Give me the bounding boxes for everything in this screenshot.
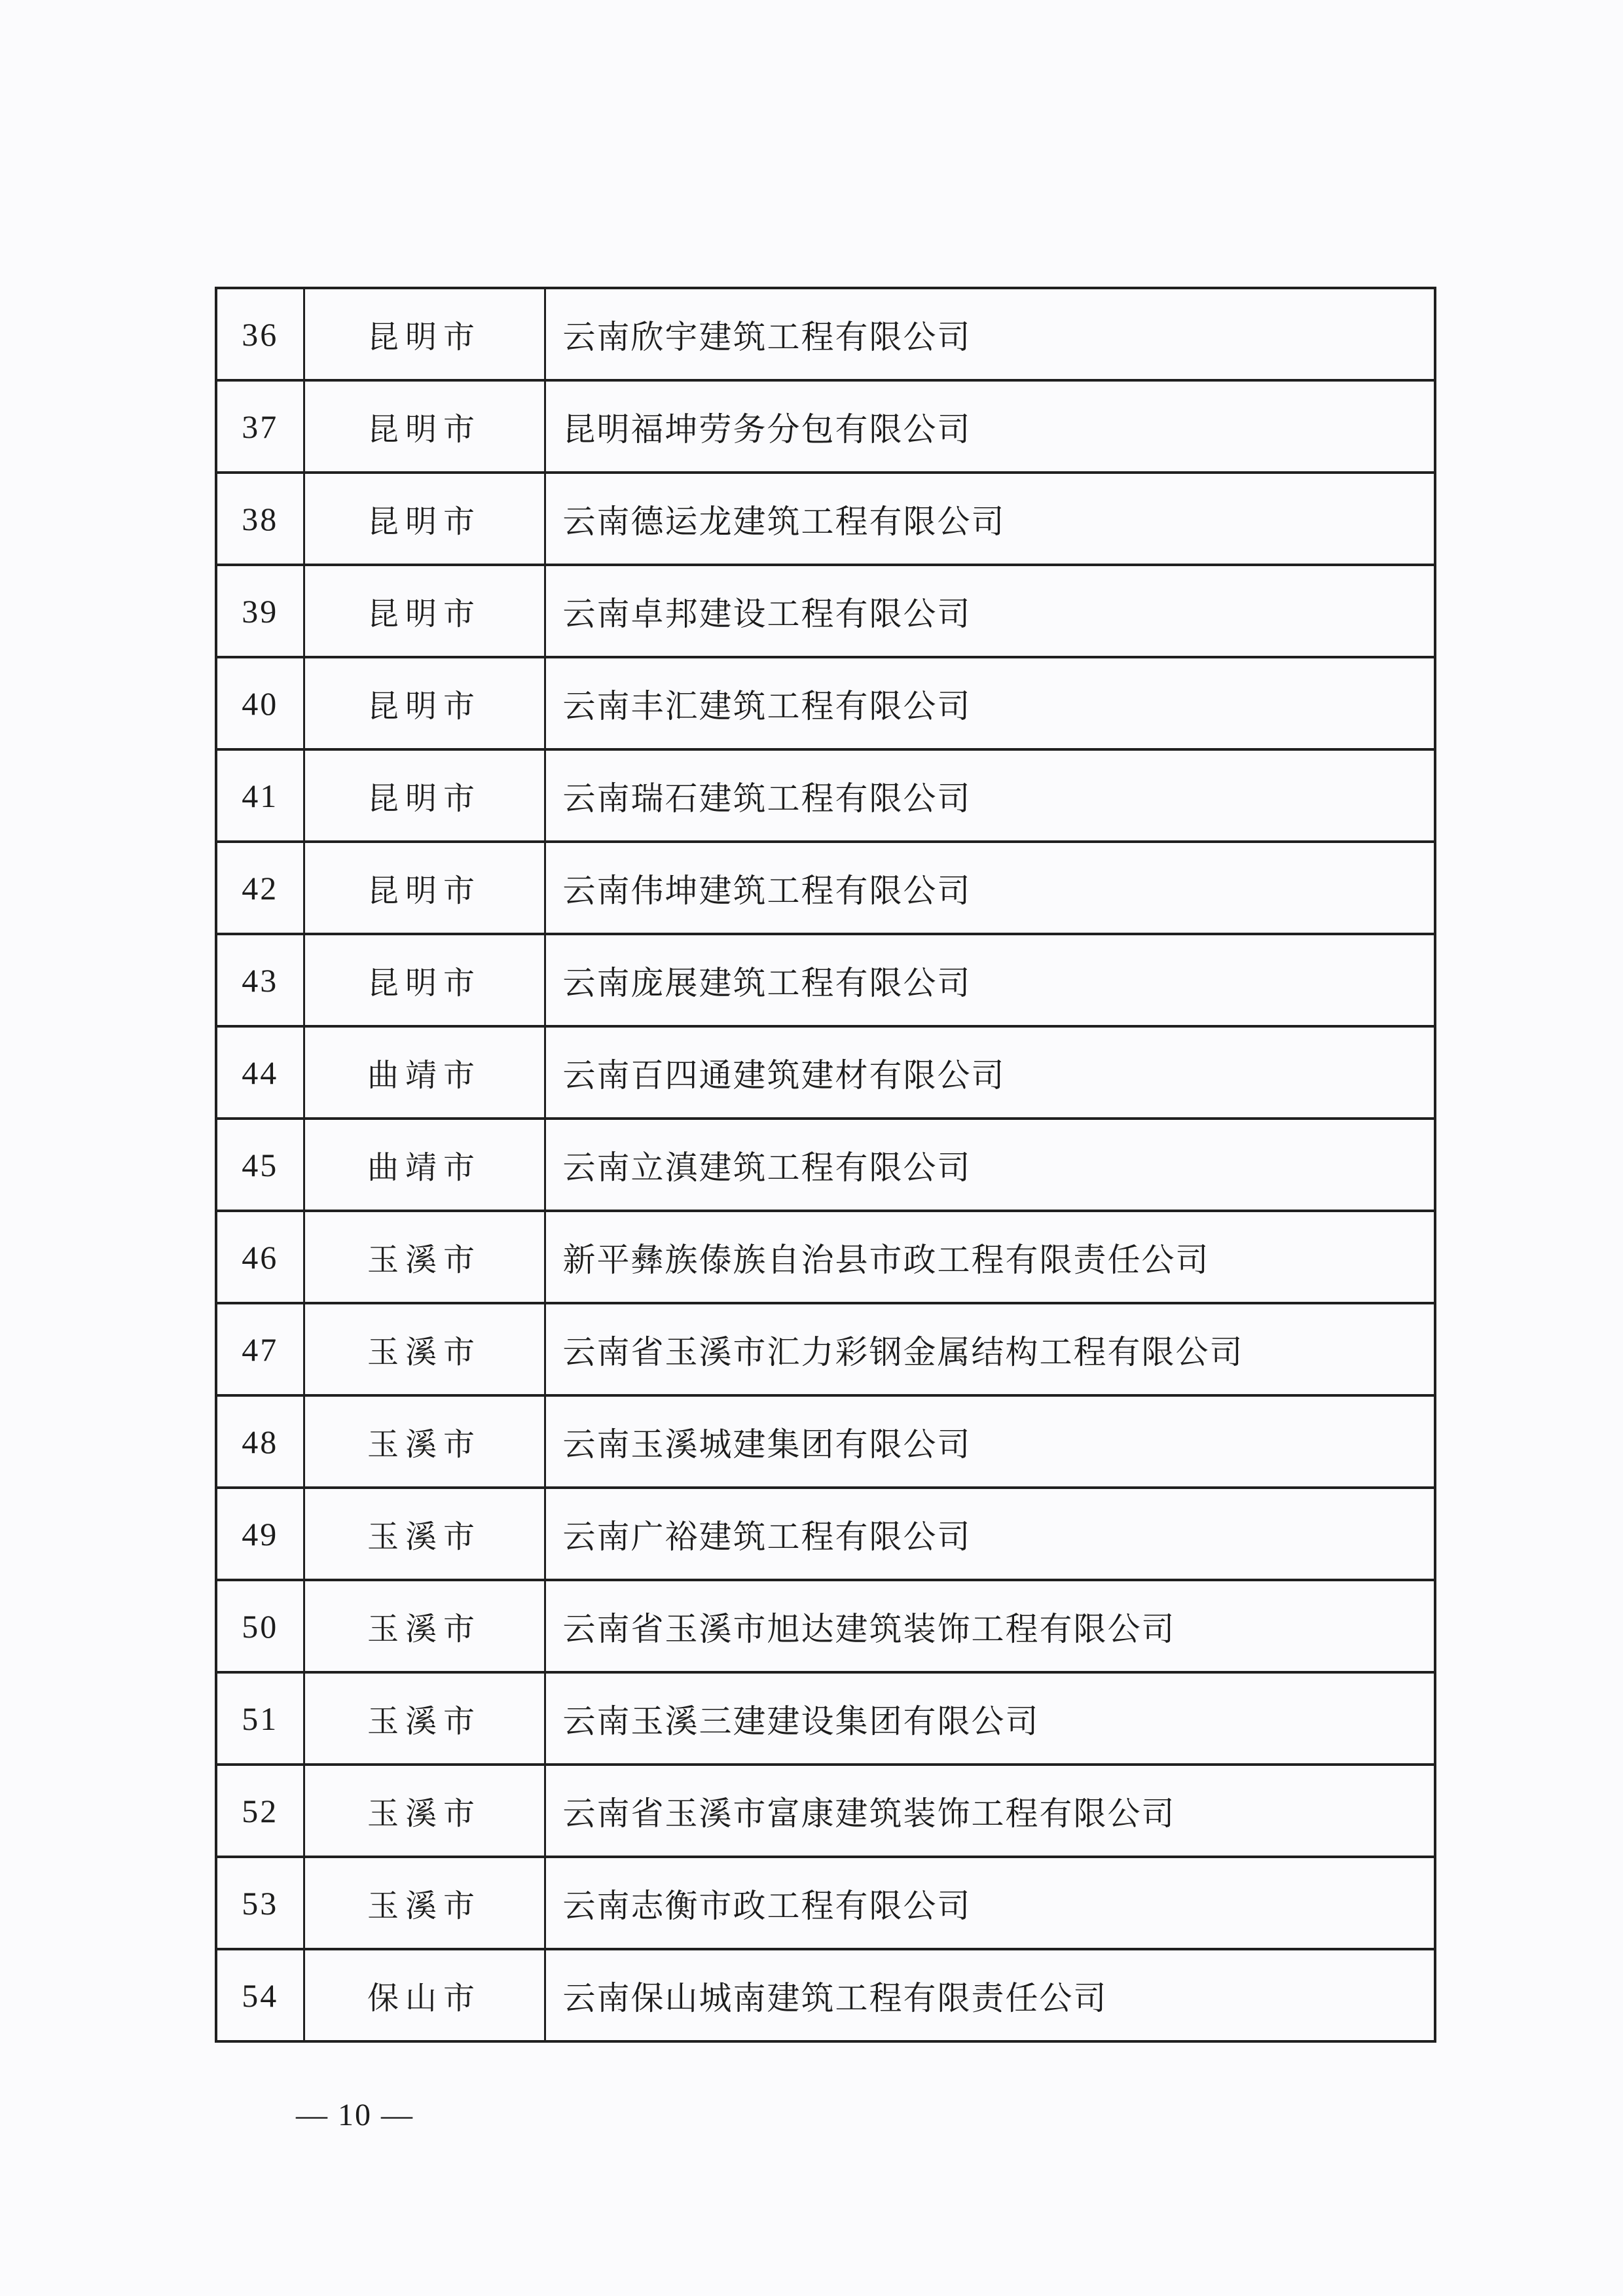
row-number-cell: 54 xyxy=(216,1949,304,2041)
company-cell: 云南瑞石建筑工程有限公司 xyxy=(545,749,1435,842)
company-cell: 云南卓邦建设工程有限公司 xyxy=(545,565,1435,657)
city-cell: 玉溪市 xyxy=(304,1857,545,1949)
company-cell: 云南省玉溪市旭达建筑装饰工程有限公司 xyxy=(545,1580,1435,1672)
row-number-cell: 38 xyxy=(216,473,304,565)
city-cell: 昆明市 xyxy=(304,288,545,380)
row-number-cell: 53 xyxy=(216,1857,304,1949)
company-cell: 云南广裕建筑工程有限公司 xyxy=(545,1488,1435,1580)
table-row xyxy=(216,380,1435,473)
row-number-cell: 39 xyxy=(216,565,304,657)
city-cell: 昆明市 xyxy=(304,565,545,657)
company-cell: 云南伟坤建筑工程有限公司 xyxy=(545,842,1435,934)
company-cell: 云南玉溪城建集团有限公司 xyxy=(545,1395,1435,1488)
table-row xyxy=(216,565,1435,657)
row-number-cell: 47 xyxy=(216,1303,304,1395)
city-cell: 玉溪市 xyxy=(304,1580,545,1672)
row-number-cell: 45 xyxy=(216,1119,304,1211)
table-row xyxy=(216,934,1435,1026)
city-cell: 玉溪市 xyxy=(304,1765,545,1857)
row-number-cell: 48 xyxy=(216,1395,304,1488)
company-table xyxy=(215,287,1436,2043)
company-cell: 云南德运龙建筑工程有限公司 xyxy=(545,473,1435,565)
table-row xyxy=(216,1303,1435,1395)
company-cell: 云南丰汇建筑工程有限公司 xyxy=(545,657,1435,749)
city-cell: 玉溪市 xyxy=(304,1303,545,1395)
city-cell: 曲靖市 xyxy=(304,1119,545,1211)
row-number-cell: 50 xyxy=(216,1580,304,1672)
table-row xyxy=(216,1211,1435,1303)
table-row xyxy=(216,1026,1435,1119)
company-cell: 云南省玉溪市汇力彩钢金属结构工程有限公司 xyxy=(545,1303,1435,1395)
table-row xyxy=(216,1857,1435,1949)
city-cell: 曲靖市 xyxy=(304,1026,545,1119)
table-row xyxy=(216,1580,1435,1672)
page-footer: — 10 — xyxy=(296,2098,414,2132)
table-row xyxy=(216,1395,1435,1488)
company-cell: 云南保山城南建筑工程有限责任公司 xyxy=(545,1949,1435,2041)
table-row xyxy=(216,1949,1435,2041)
city-cell: 玉溪市 xyxy=(304,1672,545,1765)
city-cell: 昆明市 xyxy=(304,842,545,934)
company-cell: 云南庞展建筑工程有限公司 xyxy=(545,934,1435,1026)
table-row xyxy=(216,1488,1435,1580)
row-number-cell: 46 xyxy=(216,1211,304,1303)
row-number-cell: 49 xyxy=(216,1488,304,1580)
city-cell: 玉溪市 xyxy=(304,1395,545,1488)
company-cell: 云南省玉溪市富康建筑装饰工程有限公司 xyxy=(545,1765,1435,1857)
city-cell: 玉溪市 xyxy=(304,1211,545,1303)
table-row xyxy=(216,1119,1435,1211)
table-row xyxy=(216,1765,1435,1857)
company-cell: 云南立滇建筑工程有限公司 xyxy=(545,1119,1435,1211)
table-row xyxy=(216,657,1435,749)
city-cell: 昆明市 xyxy=(304,934,545,1026)
company-cell: 云南百四通建筑建材有限公司 xyxy=(545,1026,1435,1119)
row-number-cell: 41 xyxy=(216,749,304,842)
row-number-cell: 36 xyxy=(216,288,304,380)
company-cell: 新平彝族傣族自治县市政工程有限责任公司 xyxy=(545,1211,1435,1303)
row-number-cell: 51 xyxy=(216,1672,304,1765)
company-cell: 云南玉溪三建建设集团有限公司 xyxy=(545,1672,1435,1765)
row-number-cell: 40 xyxy=(216,657,304,749)
company-cell: 云南欣宇建筑工程有限公司 xyxy=(545,288,1435,380)
company-table-body xyxy=(216,288,1435,2041)
city-cell: 昆明市 xyxy=(304,657,545,749)
table-row xyxy=(216,749,1435,842)
table-row xyxy=(216,288,1435,380)
city-cell: 保山市 xyxy=(304,1949,545,2041)
city-cell: 昆明市 xyxy=(304,473,545,565)
row-number-cell: 42 xyxy=(216,842,304,934)
table-row xyxy=(216,842,1435,934)
row-number-cell: 52 xyxy=(216,1765,304,1857)
table-row xyxy=(216,1672,1435,1765)
table-row xyxy=(216,473,1435,565)
company-cell: 昆明福坤劳务分包有限公司 xyxy=(545,380,1435,473)
city-cell: 昆明市 xyxy=(304,380,545,473)
city-cell: 昆明市 xyxy=(304,749,545,842)
company-cell: 云南志衡市政工程有限公司 xyxy=(545,1857,1435,1949)
row-number-cell: 43 xyxy=(216,934,304,1026)
city-cell: 玉溪市 xyxy=(304,1488,545,1580)
row-number-cell: 37 xyxy=(216,380,304,473)
row-number-cell: 44 xyxy=(216,1026,304,1119)
